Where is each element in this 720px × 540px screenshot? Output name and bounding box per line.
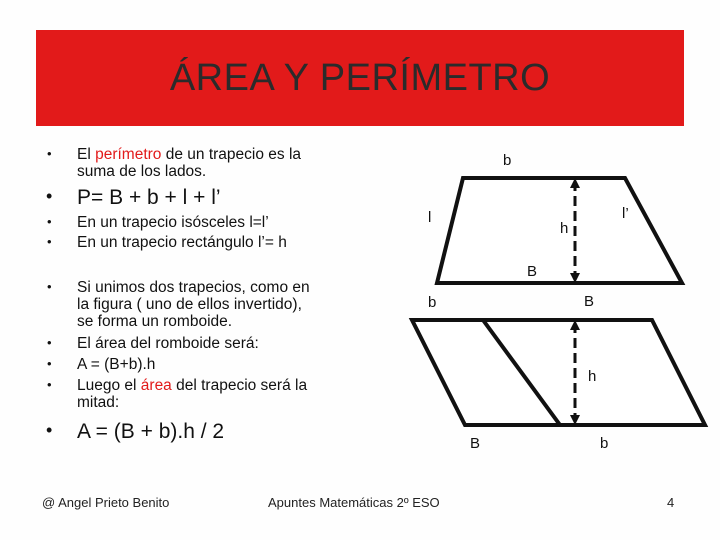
- page-number: 4: [667, 495, 675, 510]
- bullet-dot: •: [46, 420, 53, 440]
- bullet-dot: •: [47, 356, 52, 371]
- parallelogram-label-b-bottom: b: [600, 435, 609, 452]
- area-highlight: área: [140, 377, 172, 394]
- trapezoid-label-b: b: [503, 152, 512, 169]
- bullet-dot: •: [47, 234, 52, 249]
- bullet-dot: •: [47, 214, 52, 229]
- page-title: ÁREA Y PERÍMETRO: [169, 56, 551, 99]
- trapezoid-label-B: B: [527, 263, 538, 280]
- area-formula: A = (B+b).h: [77, 356, 156, 373]
- perimeter-formula: P= B + b + l + l’: [77, 186, 221, 209]
- footer-author: @ Angel Prieto Benito: [42, 495, 170, 510]
- parallelogram-label-h: h: [588, 368, 597, 385]
- list-item: • En un trapecio isósceles l=l’: [40, 214, 269, 231]
- perimetro-highlight: perímetro: [95, 146, 162, 163]
- footer-course: Apuntes Matemáticas 2º ESO: [268, 495, 440, 510]
- trapezoid-area-formula: A = (B + b).h / 2: [77, 420, 225, 443]
- trapezoid-label-l: l: [428, 209, 432, 226]
- bullet-dot: •: [47, 146, 52, 161]
- parallelogram-label-B-bottom: B: [470, 435, 481, 452]
- parallelogram-shape: [412, 320, 705, 425]
- trapezoid-label-l-prime: l’: [622, 205, 629, 222]
- list-item: • El área del romboide será:: [40, 335, 259, 352]
- bullet-dot: •: [47, 377, 52, 392]
- bullet-dot: •: [47, 279, 52, 294]
- parallelogram-label-b-top: b: [428, 294, 437, 311]
- parallelogram-label-B-top: B: [584, 293, 595, 310]
- list-item: • En un trapecio rectángulo l’= h: [40, 234, 287, 251]
- list-item: • Luego el área del trapecio será la mitad:: [40, 377, 307, 411]
- list-item: • Si unimos dos trapecios, como en la figura ( uno de ellos invertido), se forma un romboide.: [40, 279, 310, 330]
- trapezoid-label-h: h: [560, 220, 569, 237]
- bullet-dot: •: [47, 335, 52, 350]
- bullet-dot: •: [46, 186, 53, 206]
- list-item: • El perímetro de un trapecio es la suma de los lados.: [40, 146, 301, 180]
